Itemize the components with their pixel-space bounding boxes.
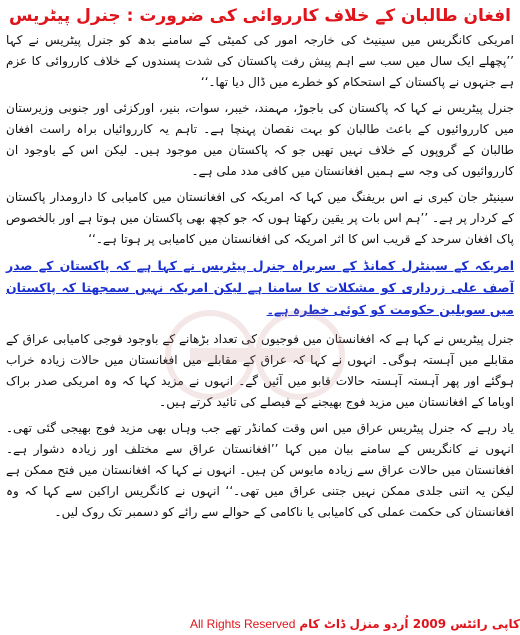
article-headline: افغان طالبان کے خلاف کارروائی کی ضرورت : جنرل پیٹریس xyxy=(9,6,511,26)
article-paragraph: امریکی کانگریس میں سینیٹ کی خارجہ امور کی کمیٹی کے سامنے بدھ کو جنرل پیٹریس نے کہا ’’پچھلے ایک سال میں سب سے اہم پیش رفت پاکستان کی شدت پسندوں کے خلاف کارروائی کا عزم ہے جنہوں نے پاکستان کے استحکام کو خطرے میں ڈال دیا تھا۔‘‘ xyxy=(6,33,514,89)
article-page xyxy=(6,4,514,631)
highlighted-quote: امریکہ کے سینٹرل کمانڈ کے سربراہ جنرل پیٹریس نے کہا ہے کہ پاکستان کے صدر آصف علی زرداری کو مشکلات کا سامنا ہے لیکن امریکہ نہیں سمجھتا کہ پاکستان میں سویلین حکومت کو کوئی خطرہ ہے۔ xyxy=(6,258,514,317)
article-paragraph: یاد رہے کہ جنرل پیٹریس عراق میں اس وقت کمانڈر تھے جب وہاں بھی مزید فوج بھیجی گئی تھی۔ انہوں نے کانگریس کے سامنے بیان میں کہا ’’افغانستان عراق سے مختلف اور زیادہ دشوار ہے۔ افغانستان میں حالات عراق سے زیادہ مایوس کن ہیں۔ انہوں نے کہا کہ افغانستان میں فتح ممکن ہے لیکن یہ اتنی جلدی ممکن نہیں جتنی عراق میں تھی۔‘‘ انہوں نے کانگریس اراکین سے کہا کہ وہ افغانستان کی حکمت عملی کی کامیابی یا ناکامی کے حوالے سے رائے کو دسمبر تک روک لیں۔ xyxy=(6,421,514,519)
copyright-text: کاپی رائٹس 2009 اُردو منزل ڈاٹ کام xyxy=(299,617,520,631)
article-paragraph: جنرل پیٹریس نے کہا کہ پاکستان کی باجوڑ، مہمند، خیبر، سوات، بنیر، اورکزئی اور جنوبی وزیرستان میں کارروائیوں کے باعث طالبان کو بہت نقصان پہنچا ہے۔ تاہم یہ کارروائیاں براہ راست افغان طالبان کے گروپوں کے خلاف نہیں تھیں جو کہ پاکستان میں موجود ہیں۔ لیکن اس کے باوجود ان کارروائیوں کی وجہ سے ہمیں افغانستان میں کافی مدد ملی ہے۔ xyxy=(6,101,514,178)
article-paragraph: سینیٹر جان کیری نے اس بریفنگ میں کہا کہ امریکہ کی افغانستان میں کامیابی کا دارومدار پاکستان کے کردار پر ہے۔ ’’ہم اس بات پر یقین رکھتا ہوں کہ جو کچھ بھی پاکستان میں ہوتا ہے اور بالخصوص پاک افغان سرحد کے قریب اس کا اثر امریکہ کی افغانستان میں کامیابی پر ہوتا ہے۔‘‘ xyxy=(6,190,514,246)
article-paragraph: جنرل پیٹریس نے کہا ہے کہ افغانستان میں فوجیوں کی تعداد بڑھانے کے باوجود فوجی کامیابی عراق کے مقابلے میں آہستہ ہوگی۔ انہوں نے کہا کہ عراق کے مقابلے میں افغانستان میں حالات زیادہ خراب ہوگئے اور پھر آہستہ آہستہ حالات قابو میں آئیں گے۔ انہوں نے مزید کہا کہ وہ امریکی صدر براک اوباما کے افغانستان میں مزید فوج بھیجنے کے فیصلے کی تائید کرتے ہیں۔ xyxy=(6,332,514,409)
rights-text: All Rights Reserved xyxy=(190,617,296,631)
page-footer xyxy=(0,615,520,633)
